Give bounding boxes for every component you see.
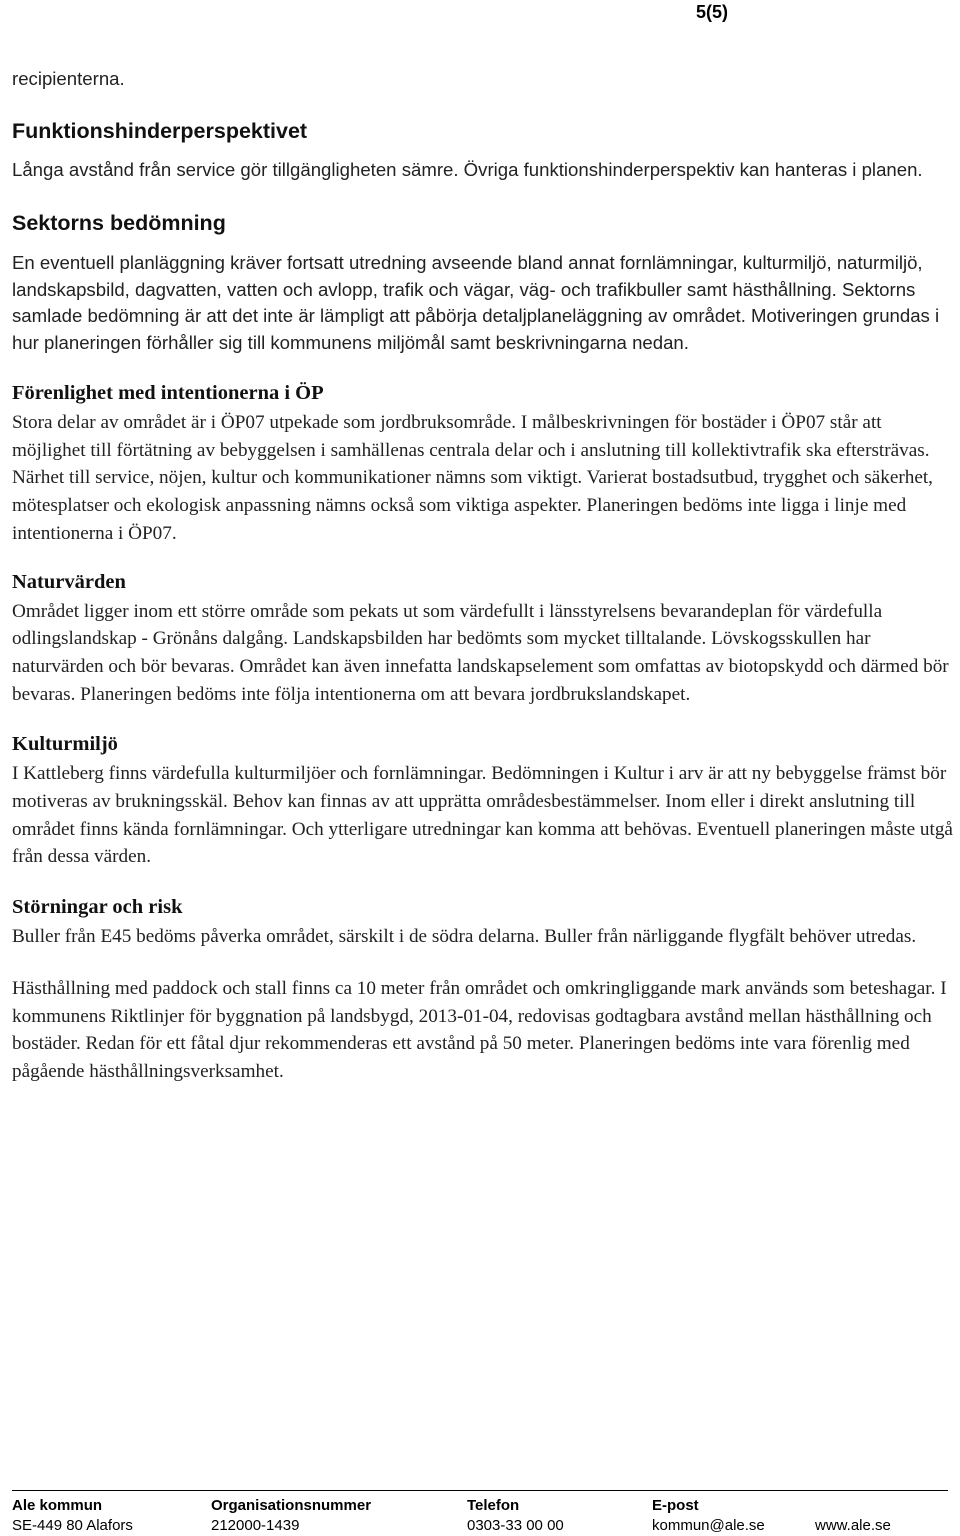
naturvarden-text: Området ligger inom ett större område som pekats ut som värdefullt i länsstyrelsens bevarandeplan för värdefulla odlingslandskap - Grönåns dalgång. Landskapsbilden har bedömts som mycket tilltalande. Lövskogsskullen har naturvärden och bör bevaras. Området kan även innefatta landskapselement som omfattas av biotopskydd och därmed bör bevaras. Planeringen bedöms inte följa intentionerna om att bevara jordbrukslandskapet. bbox=[12, 600, 949, 705]
storningar-text-1: Buller från E45 bedöms påverka området, särskilt i de södra delarna. Buller från närliggande flygfält behöver utredas. bbox=[12, 926, 917, 948]
page-footer bbox=[12, 1490, 948, 1534]
heading-sektorns-bedomning: Sektorns bedömning bbox=[12, 211, 226, 235]
forenlighet-text: Stora delar av området är i ÖP07 utpekade som jordbruksområde. I målbeskrivningen för bostäder i ÖP07 står att möjlighet till förtätning av bebyggelsen i samhällenas centrala delar och i anslutning till kollektivtrafik ska eftersträvas. Närhet till service, nöjen, kultur och kommunikationer nämns som viktigt. Varierat bostadsutbud, trygghet och säkerhet, mötesplatser och ekologisk anpassning nämns också som viktiga aspekter. Planeringen bedöms inte ligga i linje med intentionerna i ÖP07. bbox=[12, 412, 933, 544]
heading-naturvarden: Naturvärden bbox=[12, 570, 126, 593]
heading-funktionshinder: Funktionshinderperspektivet bbox=[12, 118, 308, 143]
footer-org-name: Ale kommun bbox=[12, 1497, 103, 1514]
footer-orgnr: 212000-1439 bbox=[211, 1517, 300, 1534]
footer-col-orgnr bbox=[211, 1496, 371, 1536]
footer-col-phone bbox=[467, 1496, 564, 1536]
funktionshinder-text: Långa avstånd från service gör tillgängligheten sämre. Övriga funktionshinderperspektiv kan hanteras i planen. bbox=[12, 158, 923, 180]
heading-kulturmiljo: Kulturmiljö bbox=[12, 733, 118, 756]
footer-col-email bbox=[652, 1496, 765, 1536]
footer-address: SE-449 80 Alafors bbox=[12, 1517, 133, 1534]
heading-storningar: Störningar och risk bbox=[12, 896, 183, 919]
sektorns-bedomning-text: En eventuell planläggning kräver fortsatt utredning avseende bland annat fornlämningar, kulturmiljö, naturmiljö, landskapsbild, dagvatten, vatten och avlopp, trafik och vägar, väg- och trafikbuller samt hästhållning. Sektorns samlade bedömning är att det inte är lämpligt att påbörja detaljplaneläggning av området. Motiveringen grundas i hur planeringen förhåller sig till kommunens miljömål samt beskrivningarna nedan. bbox=[12, 252, 940, 353]
intro-text: recipienterna. bbox=[12, 68, 125, 89]
page-number: 5(5) bbox=[696, 2, 729, 22]
storningar-text-2: Hästhållning med paddock och stall finns ca 10 meter från området och omkringliggande mark används som beteshagar. I kommunens Riktlinjer för byggnation på landsbygd, 2013-01-04, redovisas godtagbara avstånd mellan hästhållning och bostäder. Redan för ett fåtal djur rekommenderas ett avstånd på 50 meter. Planeringen bedöms inte vara förenlig med pågående hästhållningsverksamhet. bbox=[12, 977, 947, 1082]
footer-col-address bbox=[12, 1496, 133, 1536]
footer-email[interactable]: kommun@ale.se bbox=[652, 1517, 765, 1534]
footer-phone: 0303-33 00 00 bbox=[467, 1517, 564, 1534]
footer-orgnr-label: Organisationsnummer bbox=[211, 1497, 372, 1514]
kulturmiljo-text: I Kattleberg finns värdefulla kulturmiljöer och fornlämningar. Bedömningen i Kultur i arv är att ny bebyggelse främst bör motiveras av brukningsskäl. Behov kan finnas av att upprätta områdesbestämmelser. Inom eller i direkt anslutning till området finns kända fornlämningar. Och ytterligare utredningar kan komma att behövas. Eventuell planeringen måste utgå från dessa värden. bbox=[12, 763, 953, 868]
footer-website[interactable]: www.ale.se bbox=[815, 1517, 891, 1534]
footer-email-label: E-post bbox=[652, 1497, 699, 1514]
heading-forenlighet: Förenlighet med intentionerna i ÖP bbox=[12, 382, 324, 404]
footer-phone-label: Telefon bbox=[467, 1497, 520, 1514]
document-body bbox=[12, 66, 956, 1086]
